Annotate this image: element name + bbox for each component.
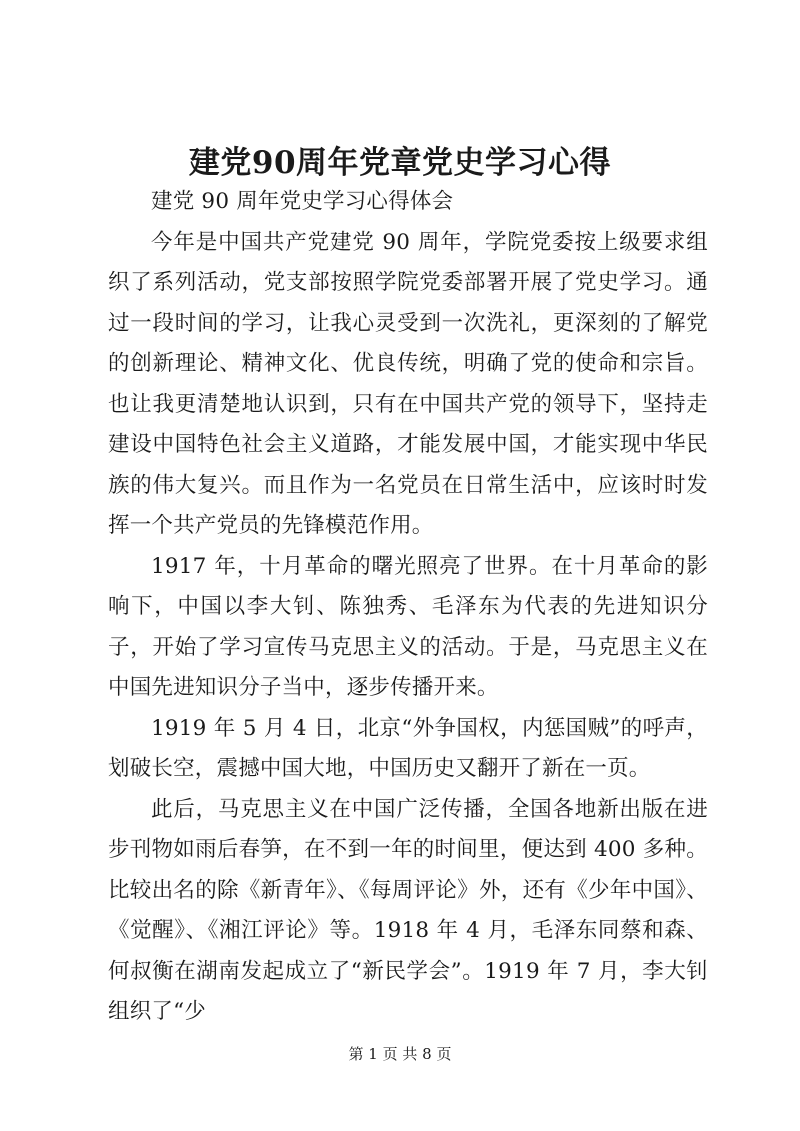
paragraph: 今年是中国共产党建党 90 周年，学院党委按上级要求组织了系列活动，党支部按照学院党委部署开展了党史学习。通过一段时间的学习，让我心灵受到一次洗礼，更深刻的了解党的创新理论、精神文化、优良传统，明确了党的使命和宗旨。也让我更清楚地认识到，只有在中国共产党的领导下，坚持走建设中国特色社会主义道路，才能发展中国，才能实现中华民族的伟大复兴。而且作为一名党员在日常生活中，应该时时发挥一个共产党员的先锋模范作用。 — [108, 229, 708, 538]
page-number-footer: 第 1 页 共 8 页 — [348, 1045, 452, 1063]
document-body — [108, 182, 708, 1033]
paragraph: 1919 年 5 月 4 日，北京“外争国权，内惩国贼”的呼声，划破长空，震撼中国大地，中国历史又翻开了新在一页。 — [108, 715, 708, 781]
document-subtitle: 建党 90 周年党史学习心得体会 — [151, 189, 454, 214]
paragraph: 1917 年，十月革命的曙光照亮了世界。在十月革命的影响下，中国以李大钊、陈独秀、毛泽东为代表的先进知识分子，开始了学习宣传马克思主义的活动。于是，马克思主义在中国先进知识分子当中，逐步传播开来。 — [108, 553, 708, 700]
paragraph: 此后，马克思主义在中国广泛传播，全国各地新出版在进步刊物如雨后春笋，在不到一年的时间里，便达到 400 多种。比较出名的除《新青年》、《每周评论》外，还有《少年中国》、《觉醒》、《湘江评论》等。1918 年 4 月，毛泽东同蔡和森、何叔衡在湖南发起成立了“新民学会”。1919 年 7 月，李大钊组织了“少 — [108, 796, 708, 1024]
page-title: 建党90周年党章党史学习心得 — [188, 145, 612, 181]
